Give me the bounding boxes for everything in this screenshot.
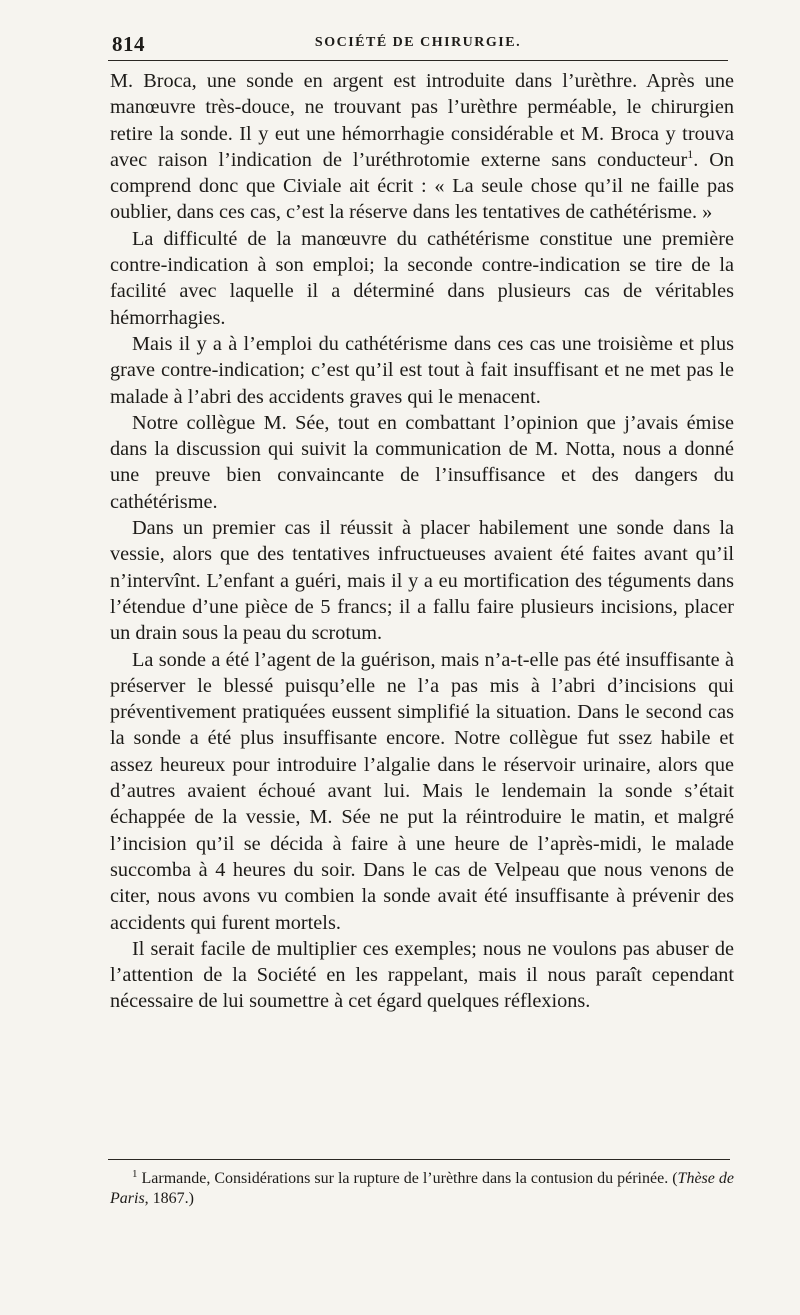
paragraph: Il serait facile de multiplier ces exemples; nous ne voulons pas abuser de l’attention de la Société en les rappelant, mais il nous paraît cependant nécessaire de lui soumettre à cet égard quelques réflexions. [110,937,734,1013]
paragraph: Dans un premier cas il réussit à placer habilement une sonde dans la vessie, alors que des tentatives infructueuses avaient été faites avant qu’il n’intervînt. L’enfant a guéri, mais il y a eu mortification des téguments dans l’étendue d’une pièce de 5 francs; il a fallu faire plusieurs incisions, placer un drain sous la peau du scrotum. [110,517,734,645]
footnote-number: 1 [132,1167,138,1180]
footnote-source: Thèse de Paris [110,1170,734,1207]
paragraph-text: . On comprend donc que Civiale ait écrit : « La seule chose qu’il ne faille pas oublier, dans ces cas, c’est la réserve dans les tentatives de cathétérisme. » [110,148,734,224]
paragraph [110,68,734,226]
footnote-rule [108,1159,730,1160]
paragraph-text: M. Broca, une sonde en argent est introduite dans l’urèthre. Après une manœuvre très-douce, ne trouvant pas l’urèthre perméable, le chirurgien retire la sonde. Il y eut une hémorrhagie considérable et M. Broca y trouva avec raison l’indication de l’uréthrotomie externe sans conducteur [110,70,734,171]
running-head [108,30,728,56]
body-text [110,68,734,1015]
paragraph: Mais il y a à l’emploi du cathétérisme dans ces cas une troisième et plus grave contre-indication; c’est qu’il est tout à fait insuffisant et ne met pas le malade à l’abri des accidents graves qui le menacent. [110,332,734,408]
footnote [110,1169,734,1209]
footnote-reference: 1 [687,147,694,162]
running-title: SOCIÉTÉ DE CHIRURGIE. [314,35,522,50]
header-rule [108,60,728,61]
footnote-text: Larmande, Considérations sur la rupture de l’urèthre dans la contusion du périnée. ( [141,1170,678,1187]
paragraph: La difficulté de la manœuvre du cathétérisme constitue une première contre-indication à son emploi; la seconde contre-indication se tire de la facilité avec laquelle il a déterminé dans plusieurs cas de véritables hémorrhagies. [110,227,734,329]
page-number: 814 [112,32,145,56]
footnote-text: , 1867.) [144,1190,194,1207]
paragraph: La sonde a été l’agent de la guérison, mais n’a-t-elle pas été insuffisante à préserver le blessé puisqu’elle ne l’a pas mis à l’abri d’incisions qui préventivement pratiquées eussent simplifié la situation. Dans le second cas la sonde a été plus insuffisante encore. Notre collègue fut ssez habile et assez heureux pour introduire l’algalie dans le réservoir urinaire, alors que d’autres avaient échoué avant lui. Mais le lendemain la sonde s’était échappée de la vessie, M. Sée ne put la réintroduire le matin, et malgré l’incision qu’il se décida à faire à une heure de l’après-midi, le malade succomba à 4 heures du soir. Dans le cas de Velpeau que nous venons de citer, nous avons vu combien la sonde avait été insuffisante à prévenir des accidents qui furent mortels. [110,648,734,934]
paragraph: Notre collègue M. Sée, tout en combattant l’opinion que j’avais émise dans la discussion qui suivit la communication de M. Notta, nous a donné une preuve bien convaincante de l’insuffisance et des dangers du cathétérisme. [110,411,734,513]
